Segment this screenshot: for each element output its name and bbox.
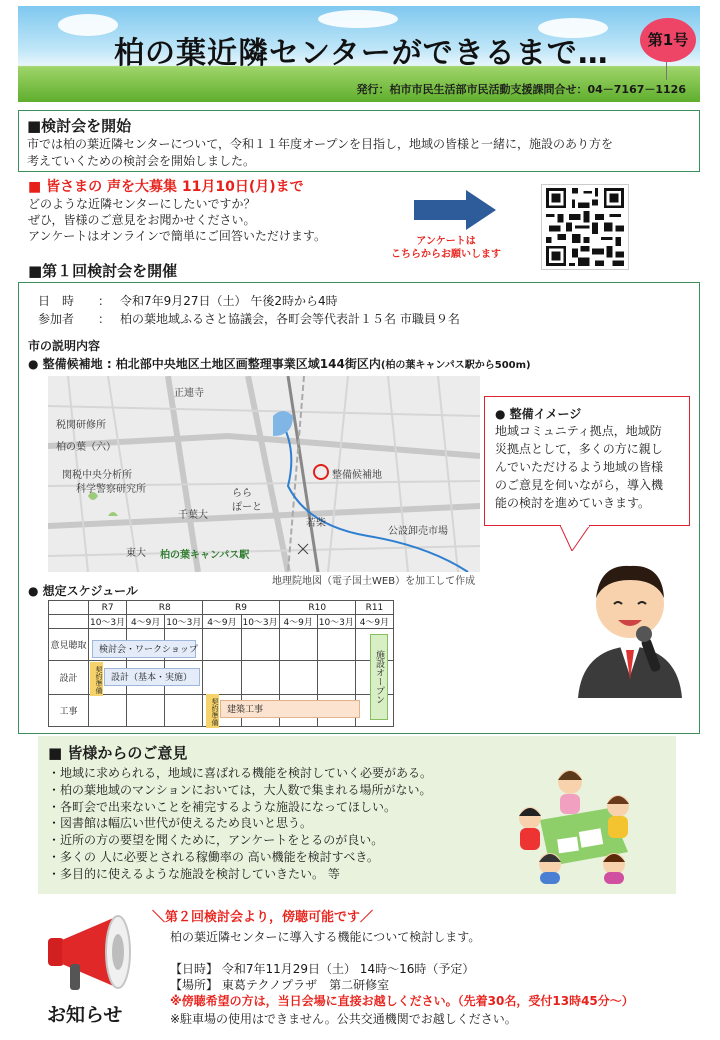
sched-row-label: 意見聴取 <box>49 629 89 661</box>
balloon-string <box>666 62 667 80</box>
site-text: ● 整備候補地 : 柏北部中央地区土地区画整理事業区域144街区内 <box>28 357 381 371</box>
section-text: 市では柏の葉近隣センターについて，令和１１年度オープンを目指し，地域の皆様と一緒に，施設のあり方を <box>27 137 613 151</box>
opinion-item: ・近所の方の要望を聞くために，アンケートをとるのが良い。 <box>48 833 384 848</box>
bubble-line: のご意見を伺いながら，導入機 <box>495 478 664 492</box>
qr-code-icon[interactable] <box>541 184 629 270</box>
opinion-item: ・各町会で出来ないことを補完するような施設になってほしい。 <box>48 799 397 814</box>
opinion-item: ・柏の葉地域のマンションにおいては，大人数で集まれる場所がない。 <box>48 782 432 797</box>
sched-half: 4～9月 <box>355 615 393 629</box>
schedule-title: ● 想定スケジュール <box>28 584 138 598</box>
bubble-title: ● 整備イメージ <box>495 407 582 421</box>
opinion-bar-label: 検討会・ワークショップ <box>99 645 198 655</box>
section-start <box>18 110 700 172</box>
sched-half: 10～3月 <box>241 615 279 629</box>
notice-line: 柏の葉近隣センターに導入する機能について検討します。 <box>170 930 481 944</box>
notice-label: お知らせ <box>47 1004 123 1026</box>
sched-year: R8 <box>127 601 203 615</box>
sched-half: 10～3月 <box>165 615 203 629</box>
sched-year: R10 <box>279 601 355 615</box>
issue-balloon: 第1号 <box>640 18 696 62</box>
group-discussion-illustration <box>510 760 640 884</box>
area-map <box>48 376 480 572</box>
opinion-item: ・図書館は幅広い世代が使えるため良いと思う。 <box>48 816 313 831</box>
cloud-decoration <box>318 10 398 28</box>
survey-block <box>28 176 408 244</box>
map-label: 関税中央分析所 <box>62 470 132 481</box>
construction-bar <box>220 700 360 718</box>
sched-half: 4～9月 <box>279 615 317 629</box>
opinion-bar <box>92 640 196 658</box>
sched-half: 10～3月 <box>317 615 355 629</box>
map-label: 税関研修所 <box>56 420 106 431</box>
meeting-date-row <box>38 292 338 309</box>
notice-place: 【場所】 東葛テクノプラザ 第二研修室 <box>170 978 390 992</box>
design-prep-marker: 契約準備 <box>90 662 103 696</box>
bubble-line: 地域コミュニティ拠点，地域防 <box>495 424 662 438</box>
map-label: 整備候補地 <box>332 470 382 481</box>
sched-half: 4～9月 <box>203 615 241 629</box>
survey-line: ぜひ，皆様のご意見をお聞かせください。 <box>28 213 256 227</box>
meeting-attendees-row <box>38 310 460 327</box>
publisher-line: 発行：柏市市民生活部市民活動支援課問合せ：04－7167－1126 <box>356 83 686 96</box>
map-credit: 地理院地図（電子国土WEB）を加工して作成 <box>272 576 476 587</box>
notice-attend-note: ※傍聴希望の方は，当日会場に直接お越しください。（先着30名，受付13時45分～） <box>170 994 634 1008</box>
sched-year: R9 <box>203 601 279 615</box>
opening-marker: 施設オープン <box>370 634 388 720</box>
notice-heading: ＼第２回検討会より，傍聴可能です／ <box>152 910 374 925</box>
attendees-key: 参加者 <box>38 312 75 326</box>
construction-prep-marker: 契約準備 <box>206 694 219 728</box>
design-bar-label: 設計（基本・実施） <box>111 673 193 683</box>
megaphone-icon <box>40 908 140 996</box>
colon: ： <box>98 312 111 326</box>
opinion-item: ・多目的に使えるような施設を検討していきたい。 等 <box>48 866 340 881</box>
survey-line: アンケートはオンラインで簡単にご回答いただけます。 <box>28 229 326 243</box>
bubble-line: んでいただけるよう地域の皆様 <box>495 460 664 474</box>
section-text: 考えていくための検討会を開始しました。 <box>27 154 256 168</box>
section-heading: ■検討会を開始 <box>27 117 132 135</box>
cloud-decoration <box>58 14 118 36</box>
notice-date: 【日時】 令和7年11月29日（土） 14時～16時（予定） <box>170 962 475 976</box>
attendees-value: 柏の葉地域ふるさと協議会，各町会等代表計１５名 市職員９名 <box>120 312 460 326</box>
speaker-illustration <box>568 546 692 698</box>
map-label: 柏の葉（六） <box>56 442 116 453</box>
explain-heading: 市の説明内容 <box>28 339 101 353</box>
design-bar <box>104 668 200 686</box>
survey-note-line: こちらからお願いします <box>391 249 501 260</box>
opinions-heading: ■ 皆様からのご意見 <box>48 744 188 762</box>
header-banner <box>18 6 700 102</box>
sched-half: 10～3月 <box>89 615 127 629</box>
map-label: 千葉大 <box>178 510 208 521</box>
date-value: 令和7年9月27日（土） 午後2時から4時 <box>120 294 338 308</box>
map-label: らら <box>232 488 252 499</box>
site-heading <box>28 355 531 372</box>
map-label: 公設卸売市場 <box>388 526 448 537</box>
sched-half: 4～9月 <box>127 615 165 629</box>
map-label: 若柴 <box>306 518 326 529</box>
survey-note <box>386 235 506 261</box>
opinion-item: ・地域に求められる，地域に喜ばれる機能を検討していく必要がある。 <box>48 766 433 780</box>
survey-title: ■ 皆さまの 声を大募集 11月10日(月)まで <box>28 179 304 195</box>
survey-note-line: アンケートは <box>416 236 476 247</box>
opinion-item: ・多くの 人に必要とされる稼働率の 高い機能を検討すべき。 <box>48 849 379 864</box>
sched-row-label: 設計 <box>49 661 89 695</box>
image-bubble <box>484 396 690 526</box>
sched-year: R11 <box>355 601 393 615</box>
bubble-line: 能の検討を進めていきます。 <box>495 496 651 510</box>
construction-bar-label: 建築工事 <box>227 705 264 715</box>
map-label: 科学警察研究所 <box>76 484 146 495</box>
notice-parking: ※駐車場の使用はできません。公共交通機関でお越しください。 <box>170 1012 517 1026</box>
meeting-heading: ■第１回検討会を開催 <box>28 262 178 280</box>
bubble-line: 災拠点として，多くの方に親し <box>495 442 663 456</box>
page-title: 柏の葉近隣センターができるまで… <box>114 36 609 71</box>
sched-row-label: 工事 <box>49 695 89 727</box>
sched-corner <box>49 615 89 629</box>
site-note: (柏の葉キャンパス駅から500m) <box>380 360 531 371</box>
arrow-right-icon <box>414 190 496 230</box>
sched-corner <box>49 601 89 615</box>
date-key: 日 時 <box>38 294 75 308</box>
colon: ： <box>98 294 111 308</box>
map-label: 柏の葉キャンパス駅 <box>160 550 250 561</box>
map-label: 東大 <box>126 548 146 559</box>
map-label: ぽーと <box>232 502 262 513</box>
survey-line: どのような近隣センターにしたいですか？ <box>28 197 256 211</box>
map-label: 正連寺 <box>174 388 204 399</box>
sched-year: R7 <box>89 601 127 615</box>
